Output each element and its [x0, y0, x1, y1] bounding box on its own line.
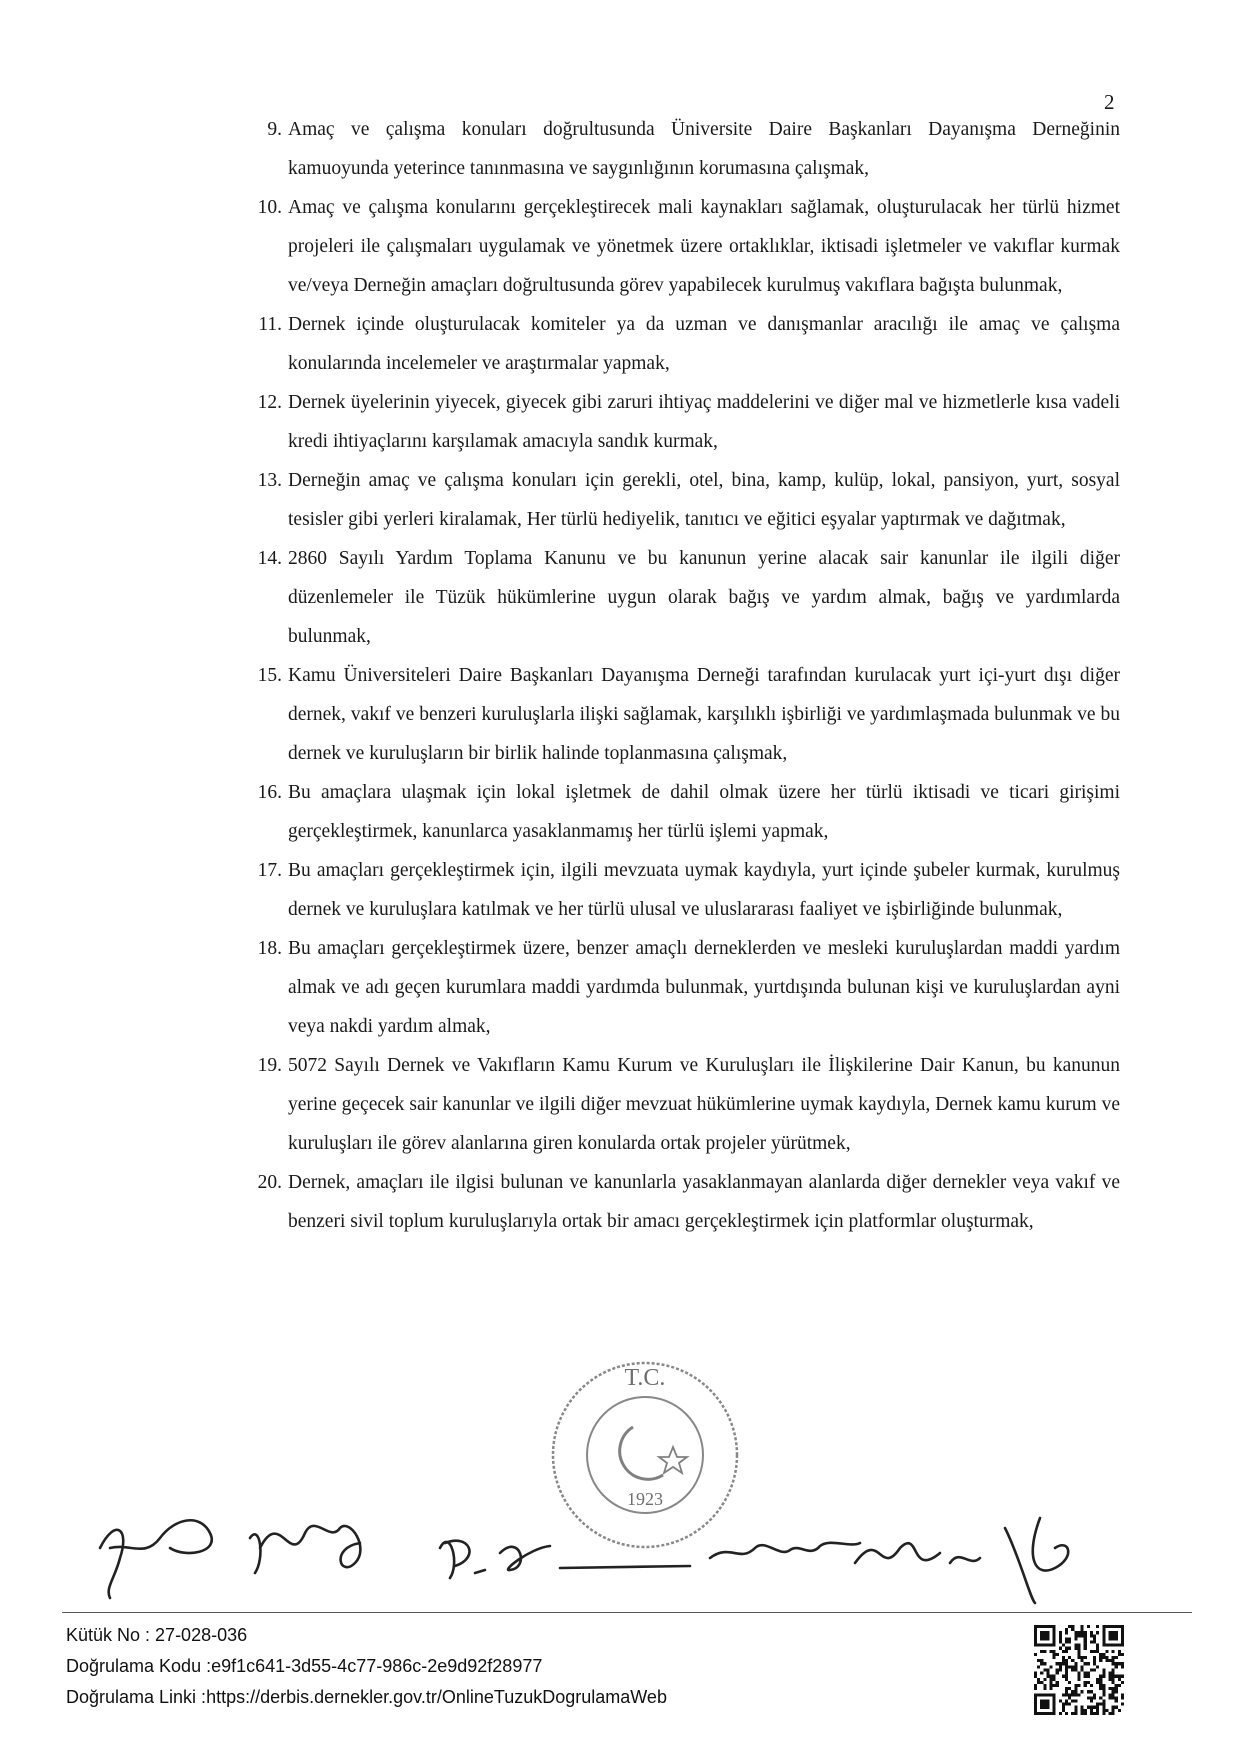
clause-text: Bu amaçları gerçekleştirmek üzere, benzer amaçlı derneklerden ve mesleki kuruluşlardan maddi yardım almak ve adı geçen kurumlara maddi yardımda bulunmak, yurtdışında bulunan kişi ve kuruluşlardan ayni veya nakdi yardım almak, [288, 938, 1120, 1037]
clause-text: Amaç ve çalışma konularını gerçekleştirecek mali kaynakları sağlamak, oluşturulacak her türlü hizmet projeleri ile çalışmaları uygulamak ve yönetmek üzere ortaklıklar, iktisadi işletmeler ve vakıflar kurmak ve/veya Derneğin amaçları doğrultusunda görev yapabilecek kurulmuş vakıflara bağışta bulunmak, [288, 197, 1120, 296]
clause-text: Dernek içinde oluşturulacak komiteler ya da uzman ve danışmanlar aracılığı ile amaç ve çalışma konularında incelemeler ve araştırmalar yapmak, [288, 314, 1120, 374]
clause-text: Bu amaçlara ulaşmak için lokal işletmek de dahil olmak üzere her türlü iktisadi ve ticari girişimi gerçekleştirmek, kanunlarca yasaklanmamış her türlü işlemi yapmak, [288, 782, 1120, 842]
clause-item [248, 539, 1120, 656]
clause-item [248, 851, 1120, 929]
signature-1 [100, 1520, 212, 1598]
clause-number: 19. [257, 1055, 282, 1076]
clause-number: 14. [257, 548, 282, 569]
clause-item [248, 656, 1120, 773]
signatures [90, 1488, 1190, 1613]
clause-text: 2860 Sayılı Yardım Toplama Kanunu ve bu kanunun yerine alacak sair kanunlar ile ilgili diğer düzenlemeler ile Tüzük hükümlerine uygun olarak bağış ve yardım almak, bağış ve yardımlarda bulunmak, [288, 548, 1120, 647]
clause-item [248, 1046, 1120, 1163]
clause-text: Dernek, amaçları ile ilgisi bulunan ve kanunlarla yasaklanmayan alanlarda diğer dernekler veya vakıf ve benzeri sivil toplum kuruluşlarıyla ortak bir amacı gerçekleştirmek için platformlar oluşturmak, [288, 1172, 1120, 1232]
clause-text: Bu amaçları gerçekleştirmek için, ilgili mevzuata uymak kaydıyla, yurt içinde şubeler kurmak, kurulmuş dernek ve kuruluşlara katılmak ve her türlü ulusal ve uluslararası faaliyet ve işbirliğinde bulunmak, [288, 860, 1120, 920]
clause-number: 10. [257, 197, 282, 218]
clause-item [248, 461, 1120, 539]
clause-item [248, 110, 1120, 188]
signature-2 [250, 1526, 360, 1573]
qr-code [1034, 1625, 1124, 1715]
clause-number: 9. [267, 119, 282, 140]
dogrulama-linki[interactable]: Doğrulama Linki :https://derbis.dernekler.gov.tr/OnlineTuzukDogrulamaWeb [66, 1687, 667, 1707]
clause-item [248, 305, 1120, 383]
kutuk-no: Kütük No : 27-028-036 [66, 1625, 248, 1645]
clause-item [248, 383, 1120, 461]
clause-number: 15. [257, 665, 282, 686]
signature-3 [440, 1541, 690, 1578]
seal-year: 1923 [627, 1489, 663, 1509]
clause-number: 18. [257, 938, 282, 959]
dogrulama-kodu: Doğrulama Kodu :e9f1c641-3d55-4c77-986c-2e9d92f28977 [66, 1656, 543, 1676]
clause-list [248, 110, 1120, 1241]
clause-number: 17. [257, 860, 282, 881]
clause-number: 13. [257, 470, 282, 491]
clause-item [248, 773, 1120, 851]
clause-text: 5072 Sayılı Dernek ve Vakıfların Kamu Kurum ve Kuruluşları ile İlişkilerine Dair Kanun, bu kanunun yerine geçecek sair kanunlar ve ilgili diğer mevzuat hükümlerine uymak kaydıyla, Dernek kamu kurum ve kuruluşları ile görev alanlarına giren konularda ortak projeler yürütmek, [288, 1055, 1120, 1154]
clause-number: 20. [257, 1172, 282, 1193]
signature-4 [710, 1543, 940, 1563]
clause-number: 12. [257, 392, 282, 413]
footer-info [66, 1620, 667, 1713]
footer-divider [62, 1612, 1192, 1613]
clause-text: Derneğin amaç ve çalışma konuları için gerekli, otel, bina, kamp, kulüp, lokal, pansiyon, yurt, sosyal tesisler gibi yerleri kiralamak, Her türlü hediyelik, tanıtıcı ve eğitici eşyalar yaptırmak ve dağıtmak, [288, 470, 1120, 530]
clause-item [248, 188, 1120, 305]
clause-text: Dernek üyelerinin yiyecek, giyecek gibi zaruri ihtiyaç maddelerini ve diğer mal ve hizmetlerle kısa vadeli kredi ihtiyaçlarını karşılamak amacıyla sandık kurmak, [288, 392, 1120, 452]
signature-5 [950, 1518, 1068, 1603]
clause-item [248, 1163, 1120, 1241]
clause-text: Amaç ve çalışma konuları doğrultusunda Üniversite Daire Başkanları Dayanışma Derneğinin kamuoyunda yeterince tanınmasına ve saygınlığının korumasına çalışmak, [288, 119, 1120, 179]
clause-item [248, 929, 1120, 1046]
page-number: 2 [1104, 90, 1115, 114]
seal-text: T.C. [624, 1365, 666, 1391]
clause-number: 11. [258, 314, 282, 335]
clause-number: 16. [257, 782, 282, 803]
clause-text: Kamu Üniversiteleri Daire Başkanları Dayanışma Derneği tarafından kurulacak yurt içi-yurt dışı diğer dernek, vakıf ve benzeri kuruluşlarla ilişki sağlamak, karşılıklı işbirliği ve yardımlaşmada bulunmak ve bu dernek ve kuruluşların bir birlik halinde toplanmasına çalışmak, [288, 665, 1120, 764]
